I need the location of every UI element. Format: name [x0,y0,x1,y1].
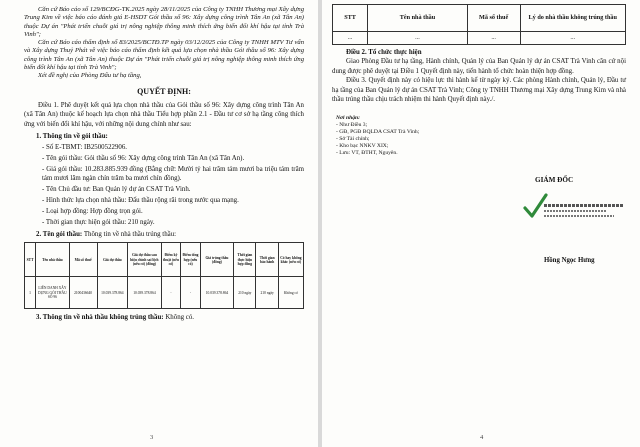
table-cell: 2100436640 [69,277,97,309]
table-header-cell: STT [333,5,368,32]
section-3-title: 3. Thông tin về nhà thầu không trúng thầu: [36,314,164,322]
recipient-item: - Lưu: VT, ĐTHT, Nguyên. [336,150,398,157]
table-cell: ... [368,32,468,45]
page-number: 3 [150,434,154,441]
table-row [333,32,626,45]
table-cell: 1 [25,277,36,309]
table-header-cell: Mã số thuế [69,243,97,277]
section-3-text: Không có. [165,314,195,322]
table-header-cell: Điểm kỹ thuật (nếu có) [161,243,181,277]
section-1-item: - Tên Chủ đầu tư: Ban Quản lý dự án CSAT Trà Vinh. [42,186,191,194]
table-cell: LIÊN DANH XÂY DỰNG GÓI THẦU SỐ 96 [36,277,69,309]
table-header-cell: Mã số thuế [467,5,520,32]
document-page-3 [0,0,318,447]
signature-check-icon [522,192,548,222]
table-cell: - [181,277,201,309]
section-1-item: - Thời gian thực hiện gói thầu: 210 ngày. [42,219,155,227]
stamp-text-line [544,210,606,212]
table-header-cell: Tên nhà thầu [36,243,69,277]
losing-bidder-table [332,4,626,45]
preamble-3: Xét đề nghị của Phòng Đấu tư hạ tầng, [38,72,142,80]
section-1-title: 1. Thông tin về gói thầu: [36,133,108,141]
table-header-cell: Điểm tổng hợp (nếu có) [181,243,201,277]
table-header-row [25,243,304,277]
table-header-cell: Lý do nhà thầu không trúng thầu [520,5,626,32]
table-cell: - [161,277,181,309]
signer-title: GIÁM ĐỐC [535,176,574,184]
section-1-item: - Hình thức lựa chọn nhà thầu: Đấu thầu rộng rãi trong nước qua mạng. [42,197,239,205]
table-header-cell: Thời gian thực hiện hợp đồng [234,243,256,277]
section-2-title: 2. Tên gói thầu: [36,231,83,239]
article-3: Điều 3. Quyết định này có hiệu lực thi hành kể từ ngày ký. Các phòng Hành chính, Quản lý, Đầu tư hạ tầng của Ban Quản lý dự án CSAT Trà Vinh; Công ty TNHH Thương mại Xây dựng Trung Kim và nhà thầu trúng thầu chịu trách nhiệm thi hành Quyết định này./. [332,77,626,104]
table-cell: ... [333,32,368,45]
recipients-block [336,115,486,157]
section-1-item: - Tên gói thầu: Gói thầu số 96: Xây dựng công trình Tân An (xã Tân An). [42,155,245,163]
decision-heading: QUYẾT ĐỊNH: [137,86,191,96]
table-cell: 210 ngày [234,277,256,309]
signer-name: Hồng Ngọc Hưng [544,257,595,264]
section-1-item: - Số E-TBMT: IB2500522906. [42,144,128,152]
article-1: Điều 1. Phê duyệt kết quả lựa chọn nhà thầu của Gói thầu số 96: Xây dựng công trình Tân An (xã Tân An) thuộc kế hoạch lựa chọn nhà thầu Tiểu hợp phần 2.1 - Đầu tư cơ sở hạ tầng công thích ứng với biến đổi khí hậu, với những nội dung chính như sau: [24,101,304,128]
table-cell: Không có [278,277,303,309]
article-2-title: Điều 2. Tổ chức thực hiện [346,48,422,56]
preamble-1: Căn cứ Báo cáo số 129/BCĐG-TK.2025 ngày 28/11/2025 của Công ty TNHH Thương mại Xây dựng Trung Kim về việc báo cáo đánh giá E-HSDT Gói thầu số 96: Xây dựng công trình Tân An (xã Tân An) thuộc Dự án "Phát triển chuỗi giá trị nông nghiệp thông minh thích ứng biến đổi khí hậu tại tỉnh Trà Vinh"; [24,6,304,38]
stamp-text-line [544,204,624,207]
table-header-cell: Có hay không khác (nếu có) [278,243,303,277]
table-header-row [333,5,626,32]
table-cell: 210 ngày [256,277,278,309]
recipients-title: Nơi nhận: [336,115,360,122]
recipient-item: - GĐ, PGĐ BQLDA CSAT Trà Vinh; [336,129,420,136]
recipient-item: - Như Điều 3; [336,122,368,129]
table-cell: 10.039.378.864 [128,277,161,309]
table-row [25,277,304,309]
winning-bidder-table [24,242,304,309]
digital-signature-stamp [522,192,622,240]
article-2-text: Giao Phòng Đầu tư hạ tầng, Hành chính, Quản lý của Ban Quản lý dự án CSAT Trà Vinh căn cứ nội dung được phê duyệt tại Điều 1 Quyết định này, tiến hành tổ chức hoàn thiện hợp đồng. [332,58,626,75]
table-cell: 10.039.378.864 [97,277,128,309]
section-1-item: - Giá gói thầu: 10.283.885.939 đồng (Bằng chữ: Mười tỷ hai trăm tám mươi ba triệu tám trăm tám mươi lăm ngàn chín trăm ba mươi chín đồng). [42,166,304,183]
table-cell: 10.039.378.864 [200,277,233,309]
recipient-item: - Sở Tài chính; [336,136,370,143]
table-cell: ... [520,32,626,45]
table-cell: ... [467,32,520,45]
table-header-cell: Giá dự thầu sau hiệu chỉnh sai lệch (nếu có) (đồng) [128,243,161,277]
table-header-cell: Giá trúng thầu (đồng) [200,243,233,277]
table-header-cell: Giá dự thầu [97,243,128,277]
preamble-2: Căn cứ Báo cáo thẩm định số 83/2025/BCTĐ.TP ngày 03/12/2025 của Công ty TNHH MTV Tư vấn và Xây dựng Thuỷ Phát về việc báo cáo thẩm định kết quả lựa chọn nhà thầu Gói thầu số 96: Xây dựng công trình Tân An (xã Tân An) thuộc Dự án "Phát triển chuỗi giá trị nông nghiệp thông minh thích ứng biến đổi khí hậu tại tỉnh Trà Vinh"; [24,39,304,72]
document-page-4 [322,0,640,447]
section-2-line [36,230,304,239]
table-header-cell: Thời gian bảo hành [256,243,278,277]
page-number: 4 [480,434,484,441]
table-header-cell: Tên nhà thầu [368,5,468,32]
section-1-item: - Loại hợp đồng: Hợp đồng trọn gói. [42,208,143,216]
section-2-text: Thông tin về nhà thầu trúng thầu: [83,231,177,239]
section-3-line [36,313,304,322]
recipient-item: - Kho bạc NNKV XIX; [336,143,389,150]
table-header-cell: STT [25,243,36,277]
stamp-text-line [544,215,614,217]
